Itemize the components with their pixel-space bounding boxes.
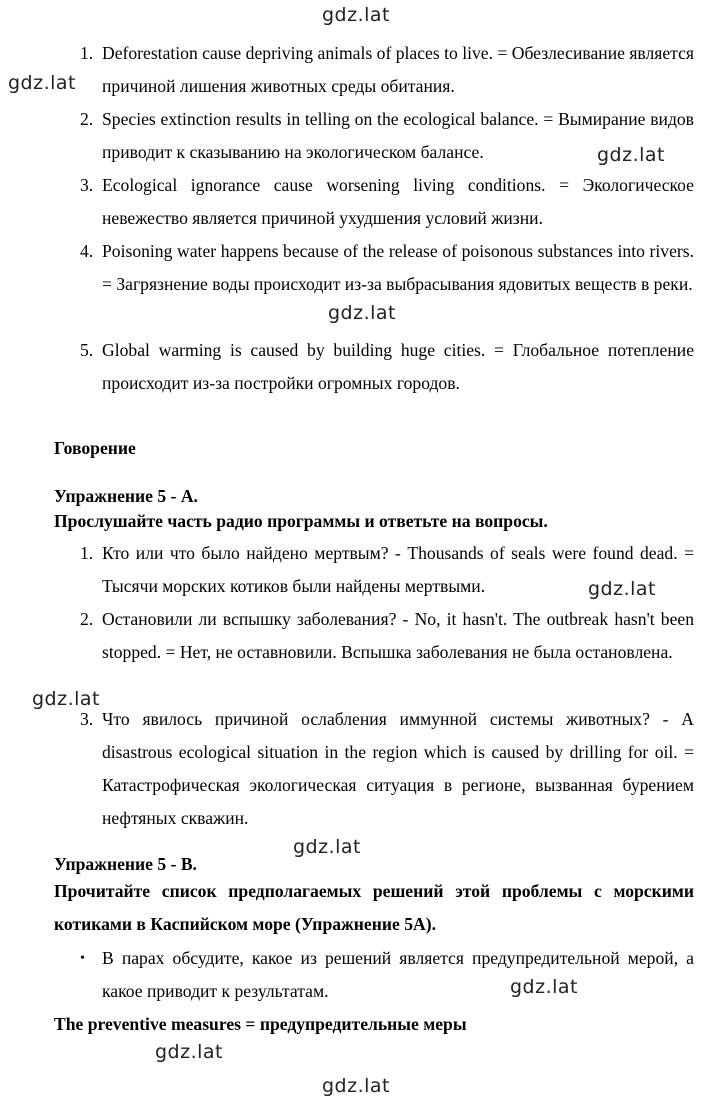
list-item-text: Что явилось причиной ослабления иммунной системы животных? - A disastrous ecological situation in the region which is caused by drilling for oil. = Катастрофическая экологическая ситуация в регионе, вызванная бурением нефтяных скважин.: [102, 709, 694, 828]
list-item-text: Кто или что было найдено мертвым? - Thousands of seals were found dead. = Тысячи морских котиков были найдены мертвыми.: [102, 543, 694, 596]
list-item: [80, 103, 694, 169]
list-item-number: 2.: [80, 609, 94, 629]
list-item-number: 3.: [80, 175, 94, 195]
exercise-title: Упражнение 5 - В.: [54, 854, 197, 874]
watermark: gdz.lat: [588, 578, 657, 600]
list-item: [80, 235, 694, 301]
watermark: gdz.lat: [322, 1075, 391, 1097]
list-item: [80, 703, 694, 835]
list-item-text: Остановили ли вспышку заболевания? - No, it hasn't. The outbreak hasn't been stopped. = Нет, не оставновили. Вспышка заболевания не была остановлена.: [102, 609, 694, 662]
list-item-number: 3.: [80, 709, 94, 729]
list-item-number: 5.: [80, 340, 94, 360]
preventive-measures-line: The preventive measures = предупредительные меры: [54, 1014, 467, 1034]
watermark: gdz.lat: [510, 976, 579, 998]
list-item-number: 2.: [80, 109, 94, 129]
list-item-text: Poisoning water happens because of the release of poisonous substances into rivers. = Загрязнение воды происходит из-за выбрасывания ядовитых веществ в реки.: [102, 241, 694, 294]
watermark: gdz.lat: [597, 144, 666, 166]
list-item-number: 4.: [80, 241, 94, 261]
watermark: gdz.lat: [322, 4, 391, 26]
exercise-title: Упражнение 5 - А.: [54, 486, 198, 506]
list-item-number: 1.: [80, 43, 94, 63]
list-item: [80, 603, 694, 669]
watermark: gdz.lat: [293, 836, 362, 858]
list-item: [80, 537, 694, 603]
list-item-number: 1.: [80, 543, 94, 563]
bullet-item: [80, 942, 694, 1008]
list-item-text: Deforestation cause depriving animals of places to live. = Обезлесивание является причиной лишения животных среды обитания.: [102, 43, 694, 96]
list-item-text: Ecological ignorance cause worsening living conditions. = Экологическое невежество является причиной ухудшения условий жизни.: [102, 175, 694, 228]
watermark: gdz.lat: [8, 72, 77, 94]
list-item-text: Species extinction results in telling on the ecological balance. = Вымирание видов приводит к сказыванию на экологическом балансе.: [102, 109, 694, 162]
list-item: [80, 37, 694, 103]
watermark: gdz.lat: [32, 688, 101, 710]
bullet-item-text: В парах обсудите, какое из решений является предупредительной мерой, а какое приводит к результатам.: [102, 948, 694, 1001]
list-item: [80, 334, 694, 400]
watermark: gdz.lat: [155, 1041, 224, 1063]
section-heading: Говорение: [54, 438, 136, 458]
list-item-text: Global warming is caused by building huge cities. = Глобальное потепление происходит из-за постройки огромных городов.: [102, 340, 694, 393]
exercise-instruction: Прочитайте список предполагаемых решений этой проблемы с морскими котиками в Каспийском море (Упражнение 5А).: [54, 881, 694, 934]
bullet-icon: •: [80, 951, 85, 966]
watermark: gdz.lat: [328, 302, 397, 324]
exercise-instruction: Прослушайте часть радио программы и ответьте на вопросы.: [54, 511, 548, 531]
list-item: [80, 169, 694, 235]
